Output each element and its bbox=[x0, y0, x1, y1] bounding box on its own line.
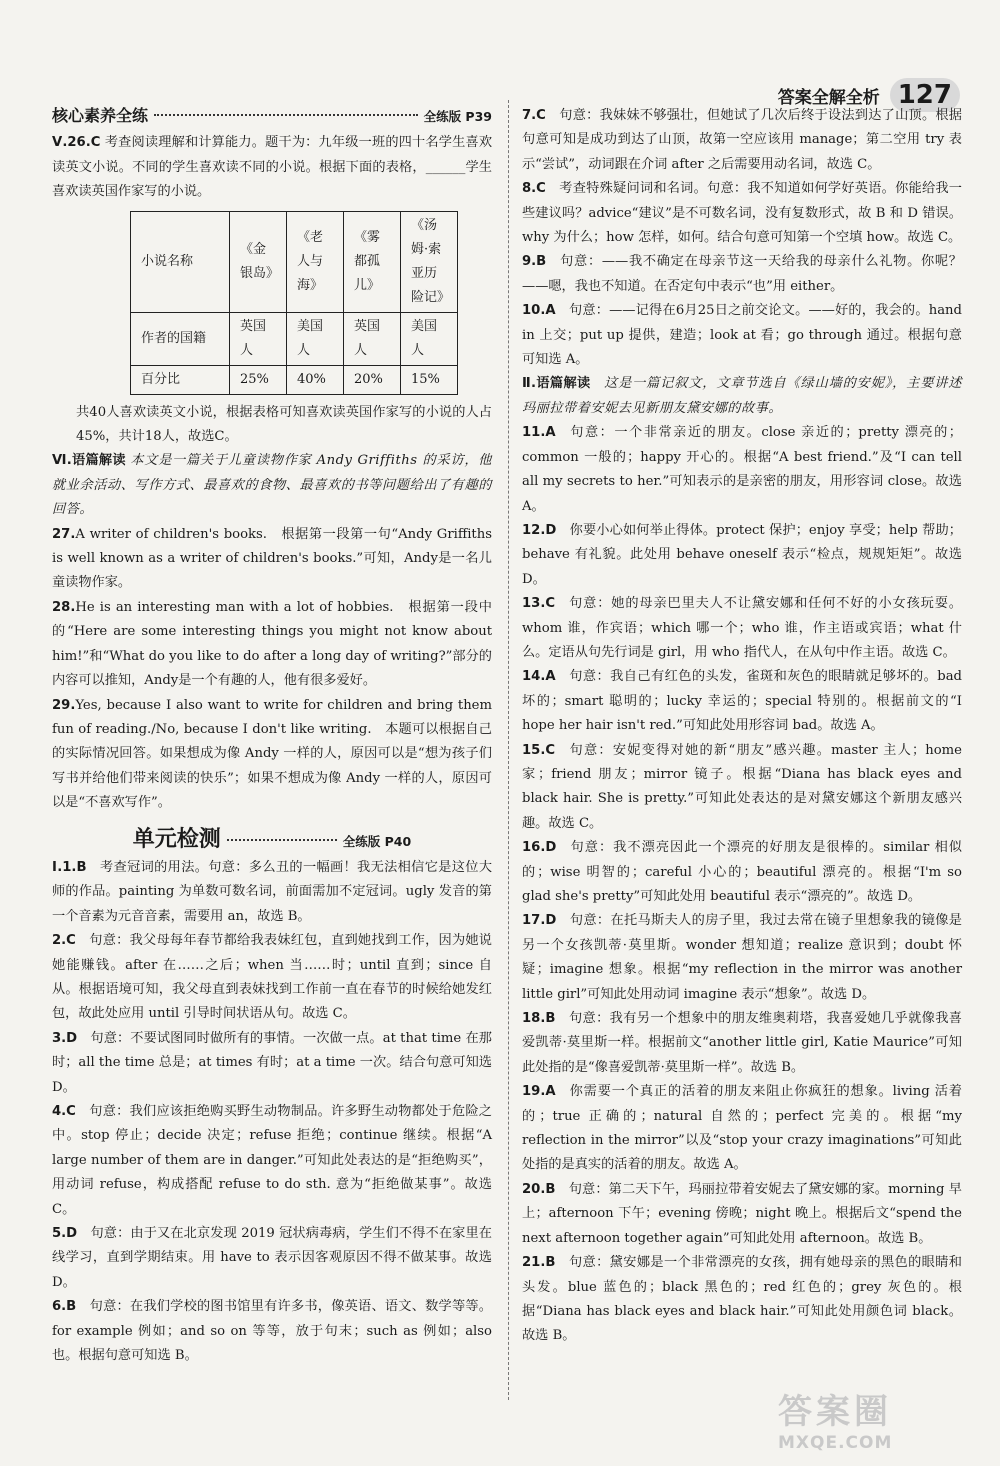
table-row bbox=[131, 312, 458, 365]
item-text: A writer of children's books. 根据第一段第一句“Andy Griffiths is well known as a writer of children's books.”可知，Andy是一名儿童读物作家。 bbox=[52, 526, 492, 591]
item-text: 句意：——记得在6月25日之前交论文。——好的，我会的。hand in 上交；put up 提供，建造；look at 看；go through 通过。根据句意可知选 A。 bbox=[522, 303, 962, 368]
answer-item bbox=[522, 421, 962, 519]
item-number: 18.B bbox=[522, 1011, 556, 1027]
table-cell: 25% bbox=[230, 365, 287, 394]
section-header-core bbox=[52, 104, 492, 129]
table-cell: 小说名称 bbox=[131, 211, 230, 312]
table-cell: 《金银岛》 bbox=[230, 211, 287, 312]
item-number: 21.B bbox=[522, 1255, 556, 1271]
answer-item bbox=[522, 1007, 962, 1080]
item-text: 句意：由于又在北京发现 2019 冠状病毒病，学生们不得不在家里在线学习，直到学期结束。用 have to 表示因客观原因不得不做某事。故选 D。 bbox=[52, 1226, 492, 1290]
passage-intro bbox=[522, 372, 962, 421]
answer-item bbox=[522, 519, 962, 592]
item-number: Ⅵ.语篇解读 bbox=[52, 453, 126, 469]
item-number: 19.A bbox=[522, 1084, 556, 1100]
table-cell: 《汤姆·索亚历险记》 bbox=[401, 211, 458, 312]
item-number: 27. bbox=[52, 526, 76, 542]
item-number: 16.D bbox=[522, 840, 557, 856]
table-row bbox=[131, 211, 458, 312]
answer-item bbox=[52, 694, 492, 816]
answer-item bbox=[522, 1251, 962, 1349]
item-text: 句意：我父母每年春节都给我表妹红包，直到她找到工作，因为她说她能赚钱。after 在……之后；when 当……时；until 直到；since 自从。根据语境可知，我父母直到表妹找到工作前一直在春节的时候给她发红包，故此处应用 until 引导时间状语从句。故选 C。 bbox=[52, 933, 492, 1022]
answer-item bbox=[522, 1178, 962, 1251]
item-text: 句意：我妹妹不够强壮，但她试了几次后终于设法到达了山顶。根据句意可知是成功到达了山顶，故第一空应该用 manage；第二空用 try 表示“尝试”，动词跟在介词 after 之后需要用动名词，故选 C。 bbox=[522, 108, 962, 172]
item-number: 8.C bbox=[522, 181, 546, 197]
answer-item bbox=[52, 523, 492, 596]
item-number: 7.C bbox=[522, 108, 546, 123]
item-number: 29. bbox=[52, 697, 76, 713]
item-number: 2.C bbox=[52, 933, 76, 949]
item-text: 你需要一个真正的活着的朋友来阻止你疯狂的想象。living 活着的；true 正确的；natural 自然的；perfect 完美的。根据“my reflection in the mirror”以及“stop your crazy imaginations”可知此处指的是真实的活着的朋友。故选 A。 bbox=[522, 1084, 962, 1173]
answer-list-left bbox=[52, 856, 492, 1369]
item-text: 句意：一个非常亲近的朋友。close 亲近的；pretty 漂亮的；common 一般的；happy 开心的。根据“A best friend.”及“I can tell all my secrets to her.”可知表示的是亲密的朋友，用形容词 close。故选 A。 bbox=[522, 425, 962, 514]
table-cell: 20% bbox=[344, 365, 401, 394]
answer-item bbox=[52, 856, 492, 929]
item-number: 3.D bbox=[52, 1030, 78, 1046]
answer-item bbox=[52, 131, 492, 204]
item-number: 5.D bbox=[52, 1226, 78, 1242]
dotted-leader bbox=[154, 114, 418, 116]
answer-item bbox=[522, 104, 962, 177]
answer-item bbox=[522, 739, 962, 837]
item-number: 28. bbox=[52, 599, 76, 615]
item-text: 共40人喜欢读英文小说，根据表格可知喜欢读英国作家写的小说的人占45%，共计18人，故选C。 bbox=[76, 404, 492, 445]
table-cell: 《老人与海》 bbox=[287, 211, 344, 312]
item-text: He is an interesting man with a lot of hobbies. 根据第一段中的“Here are some interesting things you might not know about him!”和“What do you like to do after a long day of writing?”部分的内容可以推知，Andy是一个有趣的人，他有很多爱好。 bbox=[52, 599, 492, 689]
section-title: 单元检测 bbox=[132, 826, 221, 852]
item-text: 句意：她的母亲巴里夫人不让黛安娜和任何不好的小女孩玩耍。whom 谁，作宾语；which 哪一个；who 谁，作主语或宾语；what 什么。定语从句先行词是 girl，用 who 指代人，在从句中作主语。故选 C。 bbox=[522, 596, 962, 660]
page-header-title: 答案全解全析 bbox=[777, 87, 880, 108]
right-column bbox=[522, 104, 962, 1349]
table-cell: 40% bbox=[287, 365, 344, 394]
section-title: 核心素养全练 bbox=[52, 106, 149, 125]
answer-item bbox=[522, 250, 962, 299]
table-cell: 美国人 bbox=[401, 312, 458, 365]
answer-item bbox=[52, 596, 492, 694]
item-text: 句意：黛安娜是一个非常漂亮的女孩，拥有她母亲的黑色的眼睛和头发。blue 蓝色的；black 黑色的；red 红色的；grey 灰色的。根据“Diana has black eyes and black hair.”可知此处用颜色词 black。故选 B。 bbox=[522, 1255, 962, 1344]
answer-item bbox=[52, 1295, 492, 1368]
item-text: 句意：我们应该拒绝购买野生动物制品。许多野生动物都处于危险之中。stop 停止；decide 决定；refuse 拒绝；continue 继续。根据“A large number of them are in danger.”可知此处表达的是“拒绝购买”，用动词 refuse，构成搭配 refuse to do sth. 意为“拒绝做某事”。故选 C。 bbox=[52, 1104, 492, 1217]
section-header-unit-test bbox=[52, 828, 492, 854]
table-row bbox=[131, 365, 458, 394]
section-ref: 全练版 P40 bbox=[342, 833, 412, 849]
answer-item bbox=[52, 1222, 492, 1295]
item-text: 句意：安妮变得对她的新“朋友”感兴趣。master 主人；home 家；friend 朋友；mirror 镜子。根据“Diana has black eyes and black hair. She is pretty.”可知此处表达的是对黛安娜这个新朋友感兴趣。故选 C。 bbox=[522, 742, 962, 831]
item-text: 句意：不要试图同时做所有的事情。一次做一点。at that time 在那时；all the time 总是；at times 有时；at a time 一次。结合句意可知选 D。 bbox=[52, 1030, 492, 1095]
answer-list-right bbox=[522, 104, 962, 1349]
item-number: 11.A bbox=[522, 425, 556, 441]
item-text: 句意：我有另一个想象中的朋友维奥莉塔，我喜爱她几乎就像我喜爱凯蒂·莫里斯一样。根据前文“another little girl, Katie Maurice”可知此处指的是“像喜爱凯蒂·莫里斯一样”。故选 B。 bbox=[522, 1011, 962, 1075]
page-number: 127 bbox=[890, 78, 960, 112]
item-number: 15.C bbox=[522, 742, 556, 758]
item-number: 9.B bbox=[522, 254, 547, 270]
answer-item bbox=[522, 909, 962, 1007]
left-column bbox=[52, 104, 492, 1368]
answer-item bbox=[522, 299, 962, 372]
watermark-logo bbox=[778, 1384, 978, 1453]
item-number: Ⅴ.26.C bbox=[52, 135, 101, 151]
item-text: 你要小心如何举止得体。protect 保护；enjoy 享受；help 帮助；behave 有礼貌。此处用 behave oneself 表示“检点，规规矩矩”。故选 D。 bbox=[522, 522, 962, 587]
column-divider bbox=[508, 100, 509, 1400]
dotted-leader bbox=[227, 839, 337, 841]
item-text: 句意：在我们学校的图书馆里有许多书，像英语、语文、数学等等。for example 例如；and so on 等等，放于句末；such as 例如；also 也。根据句意可知选 B。 bbox=[52, 1299, 492, 1364]
item-number: 10.A bbox=[522, 303, 556, 319]
item-text: 句意：第二天下午，玛丽拉带着安妮去了黛安娜的家。morning 早上；afternoon 下午；evening 傍晚；night 晚上。根据后文“spend the next afternoon together again”可知此处用 afternoon。故选 B。 bbox=[522, 1181, 962, 1246]
item-number: Ⅰ.1.B bbox=[52, 859, 87, 875]
table-cell: 《雾都孤儿》 bbox=[344, 211, 401, 312]
answer-item bbox=[522, 592, 962, 665]
item-text: 句意：——我不确定在母亲节这一天给我的母亲什么礼物。你呢？——嗯，我也不知道。在否定句中表示“也”用 either。 bbox=[522, 254, 962, 294]
item-text: 句意：在托马斯夫人的房子里，我过去常在镜子里想象我的镜像是另一个女孩凯蒂·莫里斯。wonder 想知道；realize 意识到；doubt 怀疑；imagine 想象。根据“my reflection in the mirror was another little girl”可知此处用动词 imagine 表示“想象”。故选 D。 bbox=[522, 913, 962, 1002]
item-text: 这是一篇记叙文，文章节选自《绿山墙的安妮》，主要讲述玛丽拉带着安妮去见新朋友黛安娜的故事。 bbox=[522, 376, 962, 416]
table-cell: 百分比 bbox=[131, 365, 230, 394]
answer-item bbox=[522, 665, 962, 738]
table-cell: 15% bbox=[401, 365, 458, 394]
item-number: 12.D bbox=[522, 522, 557, 538]
item-number: Ⅱ.语篇解读 bbox=[522, 376, 591, 392]
item-text: 句意：我自己有红色的头发，雀斑和灰色的眼睛就足够坏的。bad 坏的；smart 聪明的；lucky 幸运的；special 特别的。根据前文的“I hope her hair isn't red.”可知此处用形容词 bad。故选 A。 bbox=[522, 669, 962, 734]
novel-table bbox=[130, 211, 458, 395]
table-cell: 美国人 bbox=[287, 312, 344, 365]
watermark-url: MXQE.COM bbox=[778, 1433, 893, 1453]
item-number: 20.B bbox=[522, 1181, 556, 1197]
item-number: 13.C bbox=[522, 596, 556, 612]
answer-item bbox=[52, 929, 492, 1027]
item-text: 考查特殊疑问词和名词。句意：我不知道如何学好英语。你能给我一些建议吗？advice“建议”是不可数名词，没有复数形式，故 B 和 D 错误。why 为什么；how 怎样，如何。结合句意可知第一个空填 how。故选 C。 bbox=[522, 181, 962, 246]
item-text: Yes, because I also want to write for children and bring them fun of reading./No, because I don't like writing. 本题可以根据自己的实际情况回答。如果想成为像 Andy 一样的人，原因可以是“想为孩子们写书并给他们带来阅读的快乐”；如果不想成为像 Andy 一样的人，原因可以是“不喜欢写作”。 bbox=[52, 697, 492, 811]
item-text: 考查阅读理解和计算能力。题干为：九年级一班的四十名学生喜欢读英文小说。不同的学生喜欢读不同的小说。根据下面的表格，______学生喜欢读英国作家写的小说。 bbox=[52, 135, 493, 200]
answer-item bbox=[522, 836, 962, 909]
item-text: 句意：我不漂亮因此一个漂亮的好朋友是很棒的。similar 相似的；wise 明智的；careful 小心的；beautiful 漂亮的。根据“I'm so glad she's pretty”可知此处用 beautiful 表示“漂亮的”。故选 D。 bbox=[522, 840, 962, 904]
item-number: 17.D bbox=[522, 913, 557, 929]
passage-intro bbox=[52, 449, 492, 522]
item-number: 14.A bbox=[522, 669, 556, 685]
item-text: 本文是一篇关于儿童读物作家 Andy Griffiths 的采访，他就业余活动、写作方式、最喜欢的食物、最喜欢的书等问题给出了有趣的回答。 bbox=[52, 453, 492, 518]
table-cell: 作者的国籍 bbox=[131, 312, 230, 365]
watermark-text: 答案圈 bbox=[778, 1392, 892, 1432]
item-number: 6.B bbox=[52, 1299, 77, 1315]
answer-item bbox=[52, 1027, 492, 1100]
answer-item bbox=[522, 177, 962, 250]
table-cell: 英国人 bbox=[230, 312, 287, 365]
table-cell: 英国人 bbox=[344, 312, 401, 365]
section-ref: 全练版 P39 bbox=[423, 109, 492, 124]
answer-item bbox=[52, 1100, 492, 1222]
answer-item bbox=[522, 1080, 962, 1178]
item-text: 考查冠词的用法。句意：多么丑的一幅画！我无法相信它是这位大师的作品。painting 为单数可数名词，前面需加不定冠词。ugly 发音的第一个音素为元音音素，需要用 an，故选 B。 bbox=[52, 859, 493, 924]
item-number: 4.C bbox=[52, 1104, 76, 1119]
